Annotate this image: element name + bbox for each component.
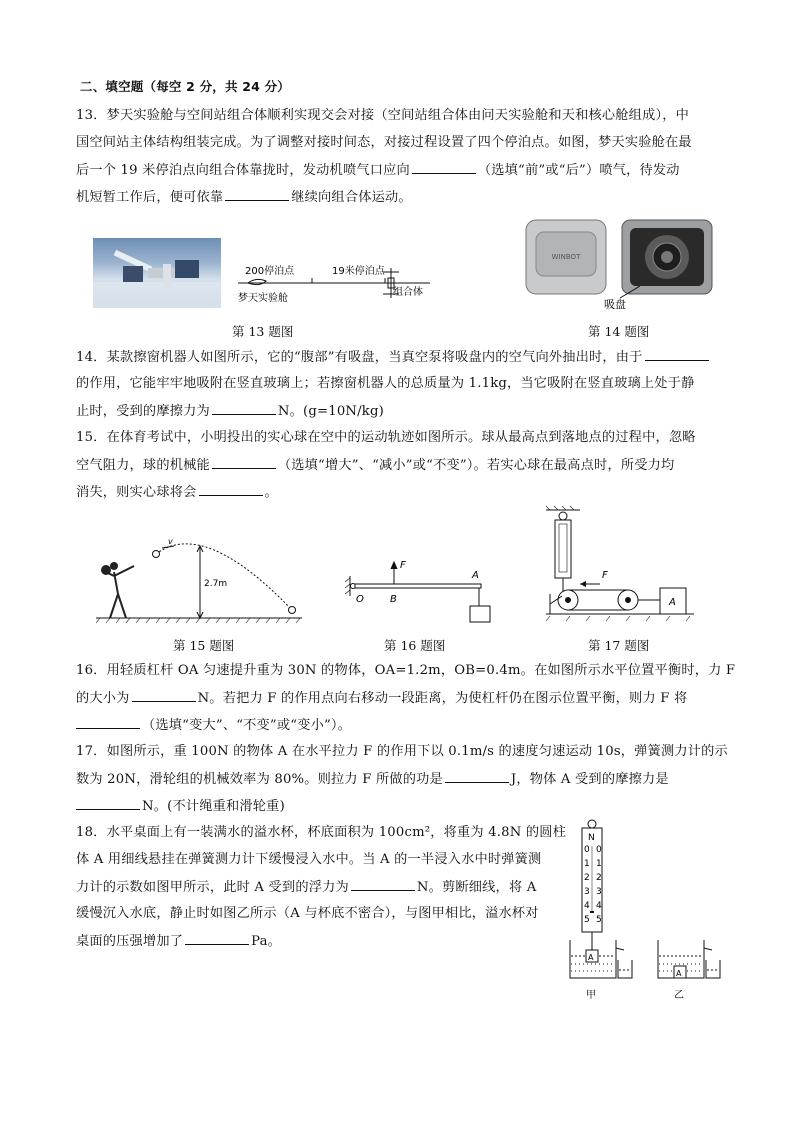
q13-line-4: 机短暂工作后，便可依靠 继续向组合体运动。 (76, 190, 412, 205)
a-label: A (472, 570, 479, 581)
f-label: F (400, 560, 406, 571)
q15-line-3: 消失，则实心球将会 。 (76, 485, 278, 500)
q17-figure (540, 504, 700, 624)
jia-label: 甲 (586, 990, 596, 1001)
q13-line-2: 国空间站主体结构组装完成。为了调整对接时间态，对接过程设置了四个停泊点。如图，梦天实验舱在最 (76, 135, 692, 150)
q18-line-4: 缓慢沉入水底，静止时如图乙所示（A 与杯底不密合），与图甲相比，溢水杯对 (76, 906, 539, 921)
q15-line-2: 空气阻力，球的机械能 （选填“增大”、“减小”或“不变”）。若实心球在最高点时，所受力均 (76, 458, 675, 473)
label-combo: 组合体 (393, 287, 423, 298)
q18-blank-1[interactable] (351, 878, 415, 891)
q15-blank-2[interactable] (199, 483, 263, 496)
ball-end (289, 607, 296, 614)
q17-blank-2[interactable] (76, 797, 140, 810)
q18-line-1: 18．水平桌面上有一装满水的溢水杯，杯底面积为 100cm²，将重为 4.8N 的圆柱 (76, 825, 567, 840)
a-jia: A (588, 953, 594, 962)
b-label: B (390, 594, 397, 605)
weight-block (470, 606, 490, 622)
a-yi: A (676, 969, 682, 978)
q16-line-1: 16．用轻质杠杆 OA 匀速提升重为 30N 的物体，OA=1.2m，OB=0.4m。在如图所示水平位置平衡时，力 F (76, 663, 736, 678)
label-200: 200停泊点 (245, 266, 295, 277)
q18-line-5: 桌面的压强增加了 Pa。 (76, 934, 282, 949)
q14-blank-2[interactable] (212, 402, 276, 415)
q17-blank-1[interactable] (445, 770, 509, 783)
q14-line-2: 的作用，它能牢牢地吸附在竖直玻璃上；若擦窗机器人的总质量为 1.1kg，当它吸附在竖直玻璃上处于静 (76, 376, 695, 391)
brand-text: WINBOT (551, 253, 581, 261)
q13-line-1: 13．梦天实验舱与空间站组合体顺利实现交会对接（空间站组合体由问天实验舱和天和核心舱组成），中 (76, 108, 690, 123)
trajectory (156, 544, 292, 610)
q13-caption: 第 13 题图 (232, 324, 294, 339)
a-label-17: A (669, 597, 676, 608)
q14-line-1: 14．某款擦窗机器人如图所示，它的“腹部”有吸盘，当真空泵将吸盘内的空气向外抽出时，由于 (76, 348, 711, 367)
q18-line-2: 体 A 用细线悬挂在弹簧测力计下缓慢浸入水中。当 A 的一半浸入水中时弹簧测 (76, 852, 542, 867)
q17-caption: 第 17 题图 (588, 638, 650, 653)
spring-scale (555, 520, 571, 578)
q17-line-2: 数为 20N，滑轮组的机械效率为 80%。则拉力 F 所做的功是 J，物体 A 受到的摩擦力是 (76, 772, 669, 787)
svg-text:3: 3 (596, 887, 602, 897)
q13-blank-1[interactable] (412, 161, 476, 174)
suction-label: 吸盘 (604, 298, 626, 311)
section-title: 二、填空题（每空 2 分，共 24 分） (80, 79, 291, 94)
q14-figure (522, 214, 722, 314)
q18-figure (560, 818, 730, 1010)
q17-line-1: 17．如图所示，重 100N 的物体 A 在水平拉力 F 的作用下以 0.1m/s 的速度匀速运动 10s，弹簧测力计的示 (76, 744, 728, 759)
svg-text:0: 0 (584, 845, 590, 855)
svg-text:2: 2 (596, 873, 602, 883)
q14-line-3: 止时，受到的摩擦力为 N。(g=10N/kg) (76, 404, 384, 419)
q18-line-3: 力计的示数如图甲所示，此时 A 受到的浮力为 N。剪断细线，将 A (76, 880, 537, 895)
thrower-figure (102, 562, 134, 618)
lever (355, 584, 481, 588)
q13-photo (93, 238, 221, 308)
q13-diagram (230, 258, 450, 308)
q16-line-3: （选填“变大”、“不变”或“变小”）。 (76, 716, 351, 735)
n-label: N (588, 833, 595, 843)
ball-start (153, 551, 160, 558)
q14-blank-1[interactable] (645, 348, 709, 361)
f-label-17: F (602, 570, 608, 581)
q18-blank-2[interactable] (185, 932, 249, 945)
o-label: O (356, 594, 364, 605)
svg-text:3: 3 (584, 887, 590, 897)
svg-text:4: 4 (596, 901, 602, 911)
height-label: 2.7m (204, 579, 228, 589)
q16-caption: 第 16 题图 (384, 638, 446, 653)
space-station-image (93, 238, 221, 308)
svg-text:0: 0 (596, 845, 602, 855)
q13-blank-2[interactable] (225, 188, 289, 201)
q16-blank-1[interactable] (132, 689, 196, 702)
q15-line-1: 15．在体育考试中，小明投出的实心球在空中的运动轨迹如图所示。球从最高点到落地点的过程中，忽略 (76, 430, 696, 445)
label-mengtian: 梦天实验舱 (238, 293, 288, 304)
svg-text:2: 2 (584, 873, 590, 883)
svg-text:4: 4 (584, 901, 590, 911)
q15-caption: 第 15 题图 (173, 638, 235, 653)
q15-blank-1[interactable] (212, 456, 276, 469)
q16-blank-2[interactable] (76, 716, 140, 729)
mengtian-module-icon (248, 279, 266, 284)
q13-line-3: 后一个 19 米停泊点向组合体靠拢时，发动机喷气口应向 （选填“前”或“后”）喷气，待发动 (76, 163, 680, 178)
label-19m: 19米停泊点 (332, 266, 385, 277)
svg-text:5: 5 (584, 915, 590, 925)
yi-label: 乙 (674, 990, 684, 1001)
q14-caption: 第 14 题图 (588, 324, 650, 339)
q17-line-3: N。(不计绳重和滑轮重) (76, 797, 285, 816)
q16-line-2: 的大小为 N。若把力 F 的作用点向右移动一段距离，为使杠杆仍在图示位置平衡，则力 F 将 (76, 691, 688, 706)
svg-text:5: 5 (596, 915, 602, 925)
q15-figure (96, 532, 306, 624)
v-label: v (168, 537, 173, 546)
q16-figure (344, 556, 494, 630)
svg-text:1: 1 (584, 859, 590, 869)
svg-text:1: 1 (596, 859, 602, 869)
